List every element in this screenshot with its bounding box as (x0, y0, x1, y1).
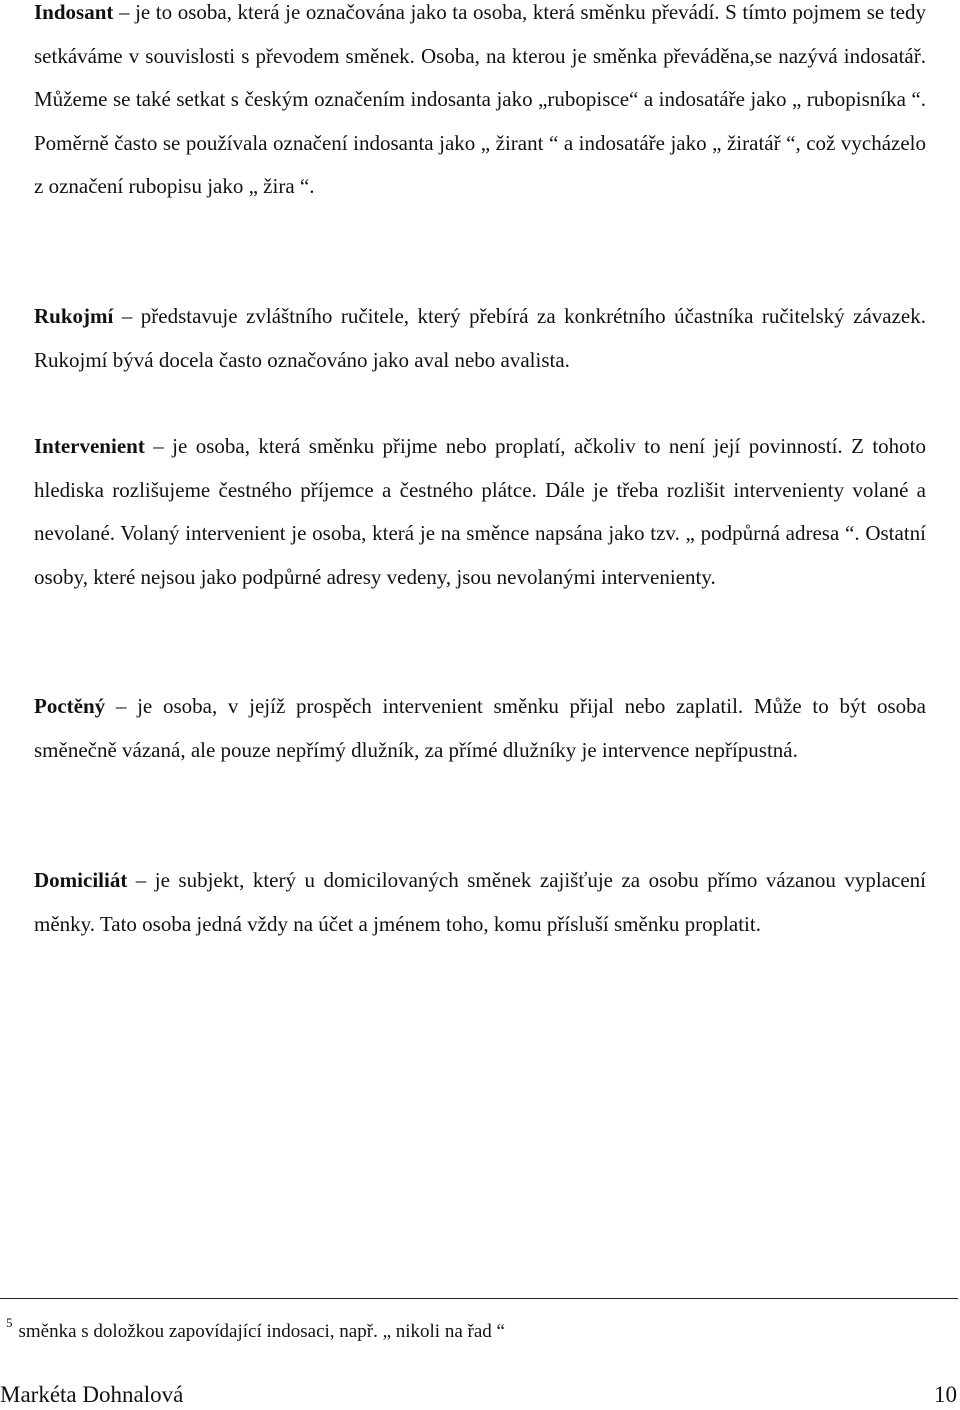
term-indosant: Indosant (34, 0, 114, 24)
definition-intervenient: – je osoba, která směnku přijme nebo proplatí, ačkoliv to není její povinností. Z tohoto hlediska rozlišujeme čestného příjemce a čestného plátce. Dále je třeba rozlišit intervenienty volané a nevolané. Volaný intervenient je osoba, která je na směnce napsána jako tzv. „ podpůrná adresa “. Ostatní osoby, které nejsou jako podpůrné adresy vedeny, jsou nevolanými intervenienty. (34, 434, 926, 589)
term-domicilat: Domiciliát (34, 868, 128, 892)
paragraph-indosant (34, 0, 926, 209)
paragraph-domicilat (34, 859, 926, 946)
definition-rukojmi: – představuje zvláštního ručitele, který přebírá za konkrétního účastníka ručitelský závazek. Rukojmí bývá docela často označováno jako aval nebo avalista. (34, 304, 926, 372)
footnote (6, 1310, 505, 1345)
term-intervenient: Intervenient (34, 434, 145, 458)
paragraph-poctseny (34, 685, 926, 772)
footnote-divider (0, 1298, 958, 1299)
footer-author: Markéta Dohnalová (0, 1382, 184, 1407)
term-rukojmi: Rukojmí (34, 304, 114, 328)
term-poctseny: Poctěný (34, 694, 106, 718)
definition-indosant: – je to osoba, která je označována jako ta osoba, která směnku převádí. S tímto pojmem se tedy setkáváme v souvislosti s převodem směnek. Osoba, na kterou je směnka převáděna,se nazývá indosatář. Můžeme se také setkat s českým označením indosanta jako „rubopisce“ a indosatáře jako „ rubopisníka “. Poměrně často se používala označení indosanta jako „ žirant “ a indosatáře jako „ žiratář “, což vycházelo z označení rubopisu jako „ žira “. (34, 0, 926, 199)
page-number: 10 (934, 1382, 957, 1407)
definition-poctseny: – je osoba, v jejíž prospěch intervenient směnku přijal nebo zaplatil. Může to být osoba směnečně vázaná, ale pouze nepřímý dlužník, za přímé dlužníky je intervence nepřípustná. (34, 694, 926, 762)
footnote-text: směnka s doložkou zapovídající indosaci, např. „ nikoli na řad “ (18, 1321, 505, 1342)
definition-domicilat: – je subjekt, který u domicilovaných směnek zajišťuje za osobu přímo vázanou vyplacení měnky. Tato osoba jedná vždy na účet a jménem toho, komu přísluší směnku proplatit. (34, 868, 926, 936)
paragraph-intervenient (34, 425, 926, 599)
paragraph-rukojmi (34, 295, 926, 382)
footnote-number: 5 (6, 1315, 13, 1330)
